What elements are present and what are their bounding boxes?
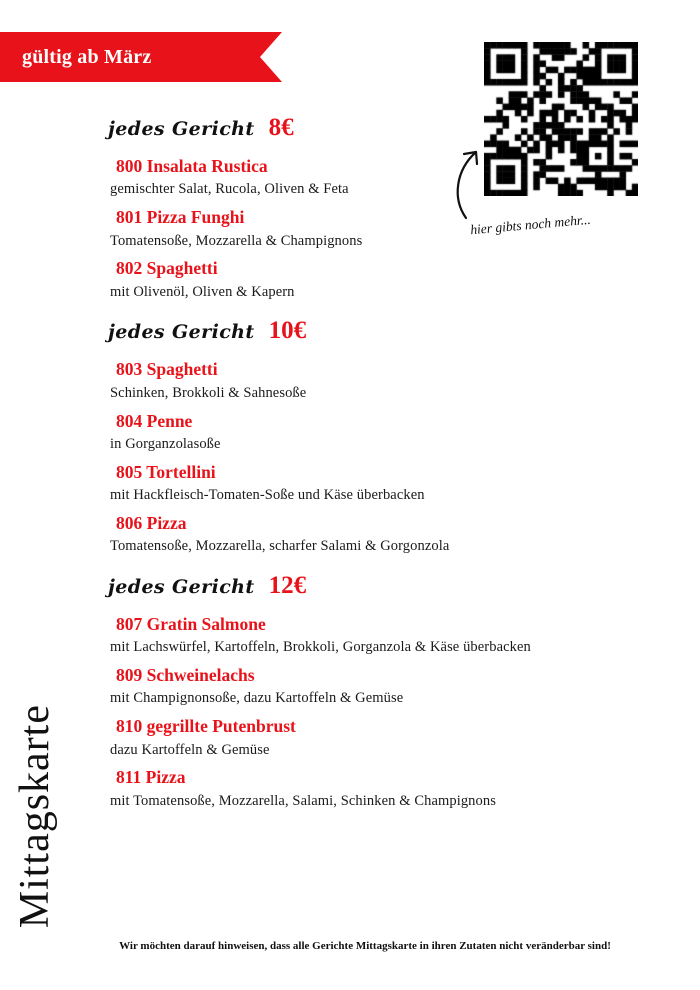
price-group-header [108, 317, 684, 345]
menu-item-description: Tomatensoße, Mozzarella, scharfer Salami & Gorgonzola [110, 538, 450, 555]
price-group-heading: jedes Gericht [108, 118, 255, 140]
menu-item-title: 803 Spaghetti [116, 359, 218, 380]
menu-item-description: mit Olivenöl, Oliven & Kapern [110, 283, 295, 300]
banner-notch-shape [260, 32, 282, 82]
menu-item-description: in Gorganzolasoße [110, 435, 221, 452]
menu-item-description: dazu Kartoffeln & Gemüse [110, 741, 270, 758]
menu-item-description: mit Tomatensoße, Mozzarella, Salami, Schinken & Champignons [110, 792, 496, 809]
page-title: Mittagskarte [12, 703, 58, 928]
menu-item-description: mit Champignonsoße, dazu Kartoffeln & Gemüse [110, 690, 404, 707]
menu-item-description: Schinken, Brokkoli & Sahnesoße [110, 384, 307, 401]
menu-item-title: 806 Pizza [116, 512, 187, 533]
validity-banner-label: gültig ab März [22, 45, 152, 68]
price-group [108, 572, 684, 813]
price-group [108, 317, 684, 558]
menu-item [108, 154, 684, 201]
menu-item-title: 807 Gratin Salmone [116, 613, 266, 634]
menu-item [108, 765, 684, 812]
price-group-heading: jedes Gericht [108, 321, 255, 344]
validity-banner [0, 32, 260, 82]
menu-item-description: mit Lachswürfel, Kartoffeln, Brokkoli, Gorganzola & Käse überbacken [110, 639, 531, 656]
menu-item-title: 810 gegrillte Putenbrust [116, 716, 296, 737]
menu-item [108, 205, 684, 252]
menu-item [108, 460, 684, 507]
menu-item-title: 802 Spaghetti [116, 258, 218, 279]
menu-item [108, 663, 684, 710]
qr-note-label: hier gibts noch mehr... [469, 211, 592, 238]
price-group-heading: jedes Gericht [108, 575, 255, 598]
price-group-price: 8€ [268, 114, 294, 141]
menu-item-description: gemischter Salat, Rucola, Oliven & Feta [110, 181, 349, 198]
menu-item-title: 800 Insalata Rustica [116, 156, 268, 176]
menu-item-title: 801 Pizza Funghi [116, 207, 245, 228]
price-group-price: 12€ [268, 571, 307, 599]
menu-item-title: 811 Pizza [116, 767, 186, 788]
price-group [108, 114, 684, 303]
menu-item-title: 804 Penne [116, 410, 193, 431]
footnote: Wir möchten darauf hinweisen, dass alle Gerichte Mittagskarte in ihren Zutaten nicht veränderbar sind! [119, 940, 611, 952]
price-group-header [108, 114, 684, 142]
price-group-header [108, 572, 684, 600]
menu-item-description: Tomatensoße, Mozzarella & Champignons [110, 232, 363, 249]
price-group-price: 10€ [268, 317, 307, 345]
menu-item [108, 357, 684, 404]
menu-item-title: 805 Tortellini [116, 461, 216, 482]
menu-item-description: mit Hackfleisch-Tomaten-Soße und Käse überbacken [110, 487, 425, 503]
menu-content [108, 100, 684, 818]
menu-item [108, 714, 684, 761]
menu-item-title: 809 Schweinelachs [116, 665, 255, 685]
menu-item [108, 256, 684, 303]
menu-item [108, 409, 684, 456]
menu-item [108, 511, 684, 558]
menu-item [108, 612, 684, 659]
